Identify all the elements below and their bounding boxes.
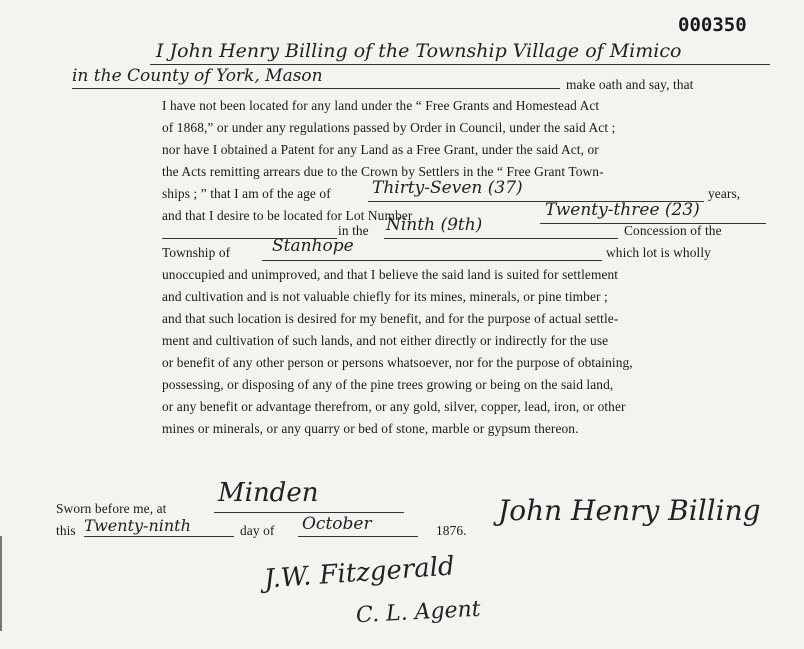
concession-rule bbox=[384, 238, 618, 239]
place-rule bbox=[214, 512, 404, 513]
oath-line-2: make oath and say, that bbox=[566, 77, 694, 92]
line2-rule bbox=[72, 88, 560, 89]
day-rule bbox=[84, 536, 234, 537]
oath-line-10b: which lot is wholly bbox=[606, 245, 711, 260]
oath-line-6: the Acts remitting arrears due to the Crown by Settlers in the “ Free Grant Town- bbox=[162, 164, 604, 179]
concession-handwriting: Ninth (9th) bbox=[386, 215, 483, 235]
oath-line-5: nor have I obtained a Patent for any Land as a Free Grant, under the said Act, or bbox=[162, 142, 599, 157]
oath-line-9a: in the bbox=[338, 223, 369, 238]
commissioner-signature: J.W. Fitzgerald bbox=[263, 551, 456, 595]
document-number-stamp: 000350 bbox=[678, 14, 747, 36]
sworn-place-handwriting: Minden bbox=[218, 478, 319, 508]
oath-line-7b: years, bbox=[708, 186, 741, 201]
township-handwriting: Stanhope bbox=[272, 236, 354, 256]
day-handwriting: Twenty-ninth bbox=[84, 516, 191, 535]
year-label: 1876. bbox=[436, 523, 467, 538]
line1-rule bbox=[150, 64, 770, 65]
deponent-signature: John Henry Billing bbox=[498, 494, 761, 527]
oath-line-16: possessing, or disposing of any of the pine trees growing or being on the said land, bbox=[162, 377, 614, 392]
oath-line-13: and that such location is desired for my benefit, and for the purpose of actual settle- bbox=[162, 311, 619, 326]
oath-line-10a: Township of bbox=[162, 245, 231, 260]
oath-line-4: of 1868,” or under any regulations passed by Order in Council, under the said Act ; bbox=[162, 120, 616, 135]
oath-line-12: and cultivation and is not valuable chiefly for its mines, minerals, or pine timber ; bbox=[162, 289, 608, 304]
oath-line-18: mines or minerals, or any quarry or bed of stone, marble or gypsum thereon. bbox=[162, 421, 579, 436]
deponent-intro-handwriting: I John Henry Billing of the Township Village of Mimico bbox=[156, 40, 682, 62]
lot-number-handwriting: Twenty-three (23) bbox=[545, 200, 700, 220]
month-rule bbox=[298, 536, 418, 537]
oath-line-17: or any benefit or advantage therefrom, or any gold, silver, copper, lead, iron, or other bbox=[162, 399, 626, 414]
county-occupation-handwriting: in the County of York, Mason bbox=[72, 66, 323, 86]
this-label: this bbox=[56, 523, 76, 538]
oath-line-7a: ships ; ” that I am of the age of bbox=[162, 186, 331, 201]
commissioner-title: C. L. Agent bbox=[355, 596, 482, 629]
oath-line-8a: and that I desire to be located for Lot Number bbox=[162, 208, 413, 223]
month-handwriting: October bbox=[302, 514, 372, 534]
oath-line-14: ment and cultivation of such lands, and not either directly or indirectly for the use bbox=[162, 333, 609, 348]
sworn-before-label: Sworn before me, at bbox=[56, 501, 167, 516]
age-handwriting: Thirty-Seven (37) bbox=[372, 178, 523, 198]
township-rule bbox=[262, 260, 602, 261]
scan-edge-mark bbox=[0, 536, 2, 631]
day-of-label: day of bbox=[240, 523, 275, 538]
oath-line-11: unoccupied and unimproved, and that I believe the said land is suited for settlement bbox=[162, 267, 619, 282]
oath-line-3: I have not been located for any land under the “ Free Grants and Homestead Act bbox=[162, 98, 600, 113]
oath-line-9b: Concession of the bbox=[624, 223, 722, 238]
oath-line-15: or benefit of any other person or persons whatsoever, nor for the purpose of obtaining, bbox=[162, 355, 633, 370]
